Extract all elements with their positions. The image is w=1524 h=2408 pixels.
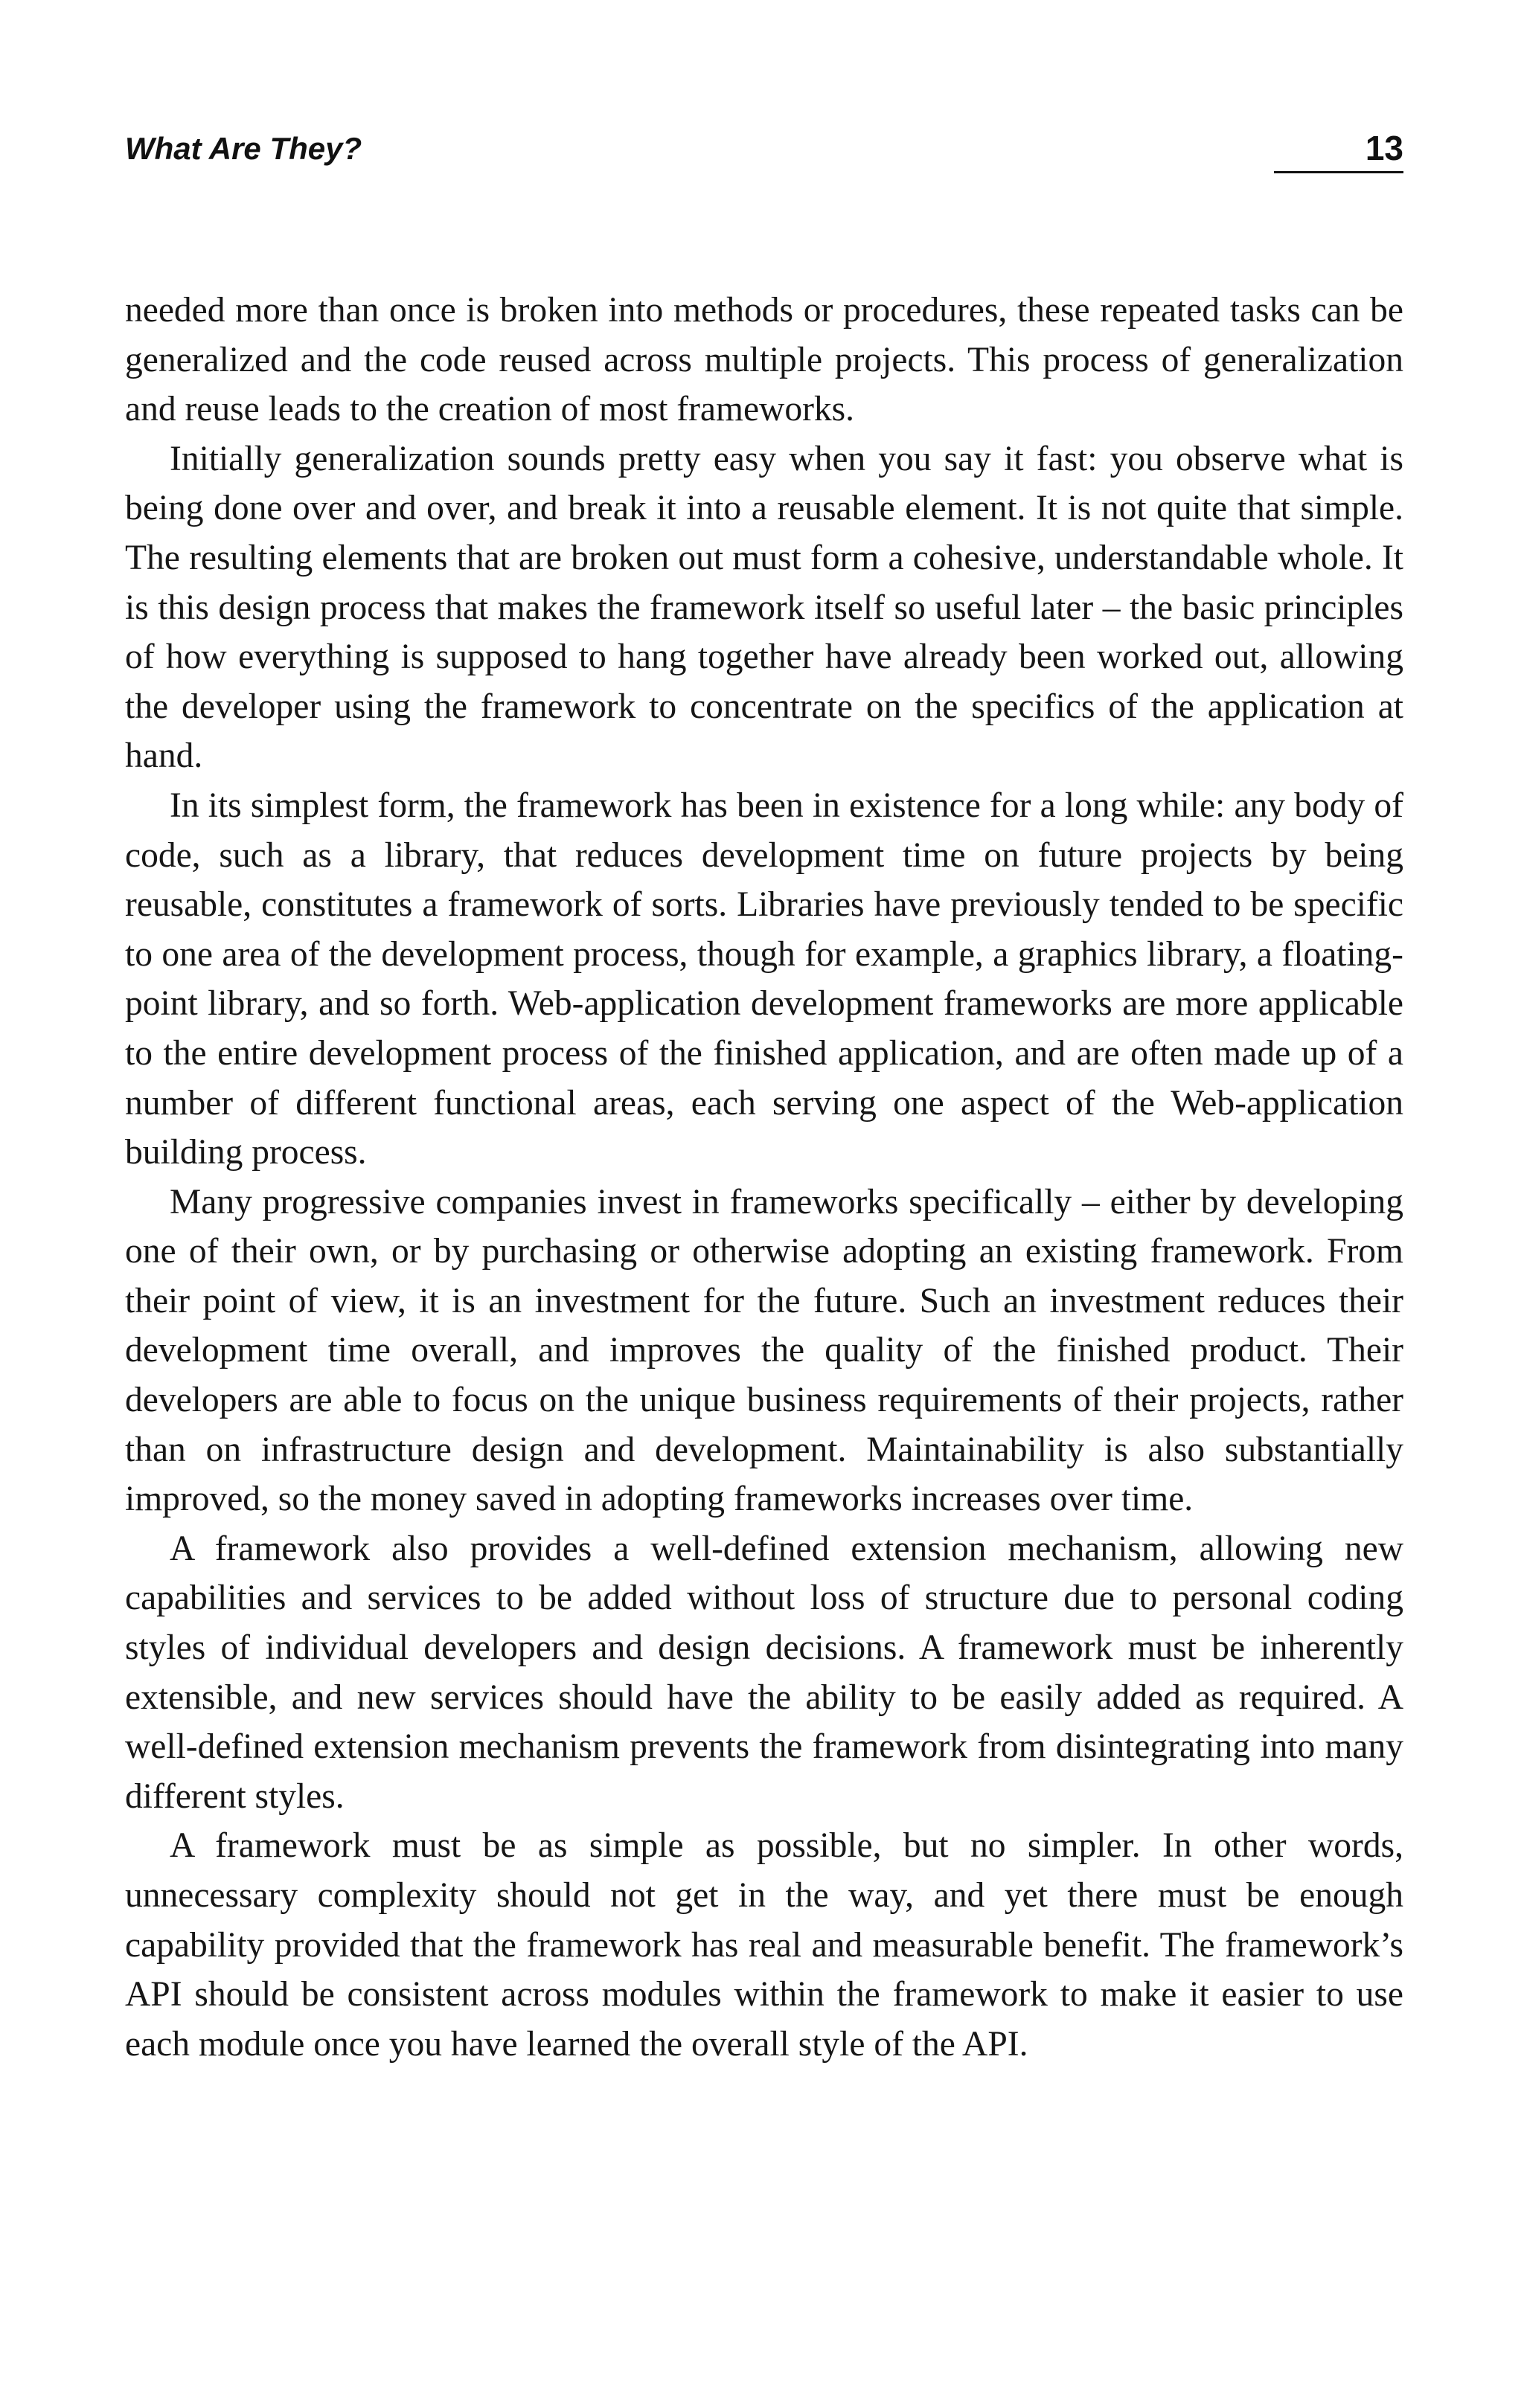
paragraph-simplest-form: In its simplest form, the framework has been in existence for a long while: any body of code, such as a library, that reduces development time on future projects by being reusable, constitutes a framework of sorts. Libraries have previously tended to be specific to one area of the development process, though for example, a graphics library, a floating-point library, and so forth. Web-application development frameworks are more applicable to the entire development process of the finished application, and are often made up of a number of different functional areas, each serving one aspect of the Web-application building process. (125, 786, 1403, 1172)
page-number: 13 (1365, 129, 1403, 167)
paragraph-generalization: Initially generalization sounds pretty easy when you say it fast: you observe what is being done over and over, and break it into a reusable element. It is not quite that simple. The resulting elements that are broken out must form a cohesive, understandable whole. It is this design process that makes the framework itself so useful later – the basic principles of how everything is supposed to hang together have already been worked out, allowing the developer using the framework to concentrate on the specifics of the application at hand. (125, 439, 1403, 776)
paragraph-extension-mechanism: A framework also provides a well-defined extension mechanism, allowing new capabilities and services to be added without loss of structure due to personal coding styles of individual developers and design decisions. A framework must be inherently extensible, and new services should have the ability to be easily added as required. A well-defined extension mechanism prevents the framework from disintegrating into many different styles. (125, 1529, 1403, 1816)
page-number-rule (1274, 171, 1403, 173)
body-text (125, 286, 1403, 2069)
paragraph-companies-invest: Many progressive companies invest in frameworks specifically – either by developing one of their own, or by purchasing or otherwise adopting an existing framework. From their point of view, it is an investment for the future. Such an investment reduces their development time overall, and improves the quality of the finished product. Their developers are able to focus on the unique business requirements of their projects, rather than on infrastructure design and development. Maintainability is also substantially improved, so the money saved in adopting frameworks increases over time. (125, 1182, 1403, 1519)
running-head (125, 125, 1403, 177)
paragraph-simplicity: A framework must be as simple as possible, but no simpler. In other words, unnecessary complexity should not get in the way, and yet there must be enough capability provided that the framework has real and measurable benefit. The framework’s API should be consistent across modules within the framework to make it easier to use each module once you have learned the overall style of the API. (125, 1826, 1403, 2064)
running-title: What Are They? (125, 131, 362, 166)
paragraph-continued: needed more than once is broken into methods or procedures, these repeated tasks can be generalized and the code reused across multiple projects. This process of generalization and reuse leads to the creation of most frameworks. (125, 291, 1403, 429)
